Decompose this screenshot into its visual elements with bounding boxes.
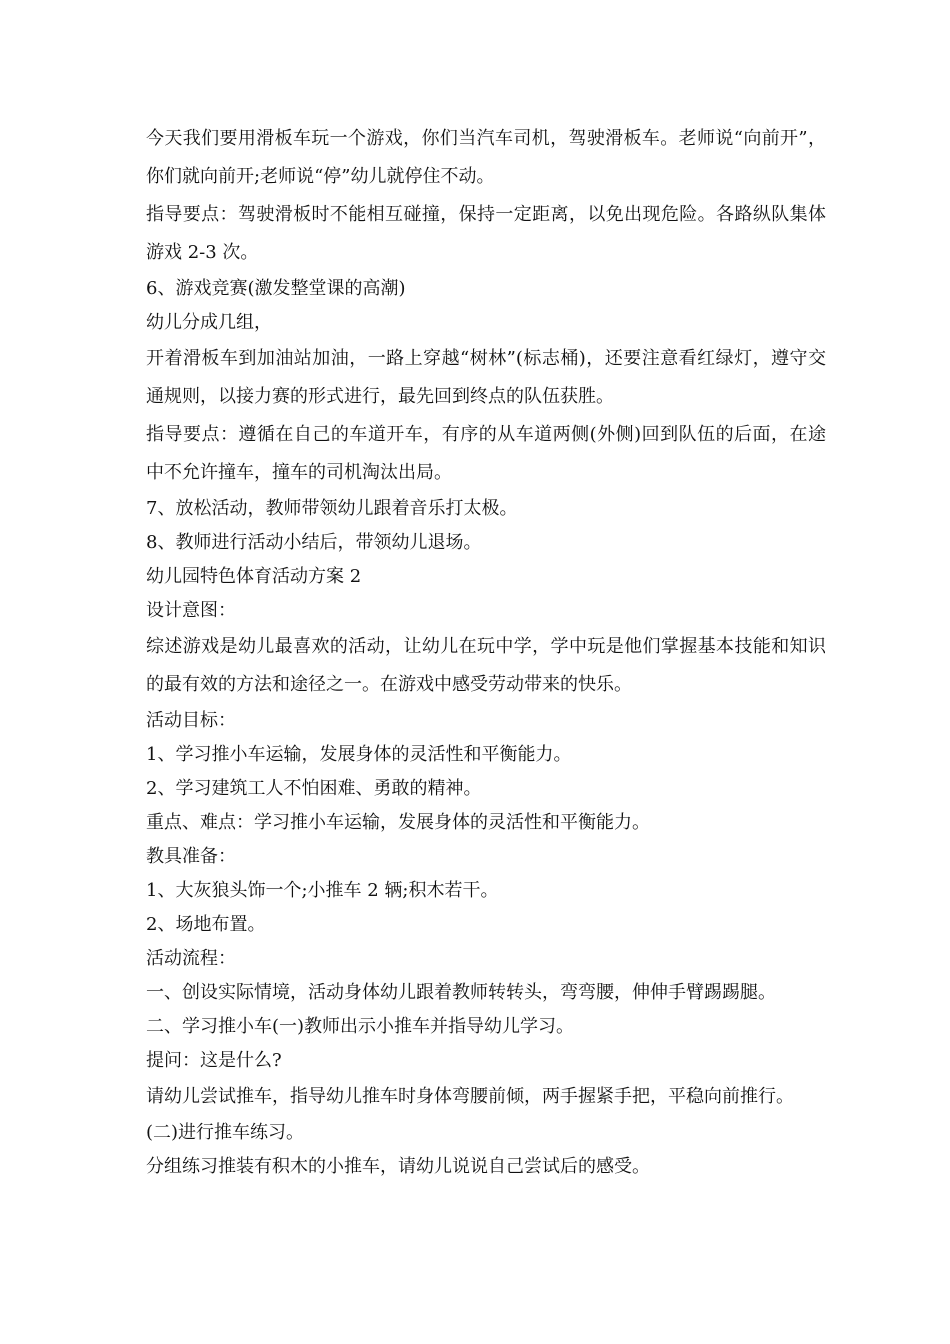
- list-item-material-2: 2、场地布置。: [146, 914, 266, 935]
- list-item-goal-2: 2、学习建筑工人不怕困难、勇敢的精神。: [146, 778, 482, 799]
- paragraph-intro-game: 今天我们要用滑板车玩一个游戏，你们当汽车司机，驾驶滑板车。老师说“向前开”，你们就向前开;老师说“停”幼儿就停住不动。: [146, 128, 826, 187]
- paragraph-question: 提问：这是什么?: [146, 1050, 282, 1071]
- paragraph-key-points: 重点、难点：学习推小车运输，发展身体的灵活性和平衡能力。: [146, 812, 650, 833]
- paragraph-step-7: 7、放松活动，教师带领幼儿跟着音乐打太极。: [146, 498, 518, 519]
- document-body: [146, 120, 826, 1184]
- paragraph-flow-step-2: 二、学习推小车(一)教师出示小推车并指导幼儿学习。: [146, 1016, 575, 1037]
- paragraph-group-practice: 分组练习推装有积木的小推车，请幼儿说说自己尝试后的感受。: [146, 1156, 650, 1177]
- paragraph-design-intent: 综述游戏是幼儿最喜欢的活动，让幼儿在玩中学，学中玩是他们掌握基本技能和知识的最有效的方法和途径之一。在游戏中感受劳动带来的快乐。: [146, 636, 826, 695]
- paragraph-groups: 幼儿分成几组，: [146, 312, 272, 333]
- heading-activity-flow: 活动流程：: [146, 948, 236, 969]
- paragraph-flow-step-1: 一、创设实际情境，活动身体幼儿跟着教师转转头，弯弯腰，伸伸手臂踢踢腿。: [146, 982, 776, 1003]
- heading-activity-goals: 活动目标：: [146, 710, 236, 731]
- paragraph-guidance-1: 指导要点：驾驶滑板时不能相互碰撞，保持一定距离，以免出现危险。各路纵队集体游戏 2-3 次。: [146, 204, 826, 263]
- paragraph-practice-heading: (二)进行推车练习。: [146, 1122, 305, 1143]
- heading-design-intent: 设计意图：: [146, 600, 236, 621]
- paragraph-step-6: 6、游戏竞赛(激发整堂课的高潮): [146, 278, 406, 299]
- paragraph-guidance-2: 指导要点：遵循在自己的车道开车，有序的从车道两侧(外侧)回到队伍的后面，在途中不允许撞车，撞车的司机淘汰出局。: [146, 424, 826, 483]
- paragraph-try-push: 请幼儿尝试推车，指导幼儿推车时身体弯腰前倾，两手握紧手把，平稳向前推行。: [146, 1086, 794, 1107]
- paragraph-step-8: 8、教师进行活动小结后，带领幼儿退场。: [146, 532, 482, 553]
- list-item-goal-1: 1、学习推小车运输，发展身体的灵活性和平衡能力。: [146, 744, 572, 765]
- section-title-plan-2: 幼儿园特色体育活动方案 2: [146, 566, 362, 587]
- paragraph-relay-rules: 开着滑板车到加油站加油，一路上穿越“树林”(标志桶)，还要注意看红绿灯，遵守交通规则，以接力赛的形式进行，最先回到终点的队伍获胜。: [146, 348, 826, 407]
- list-item-material-1: 1、大灰狼头饰一个;小推车 2 辆;积木若干。: [146, 880, 499, 901]
- heading-materials: 教具准备：: [146, 846, 236, 867]
